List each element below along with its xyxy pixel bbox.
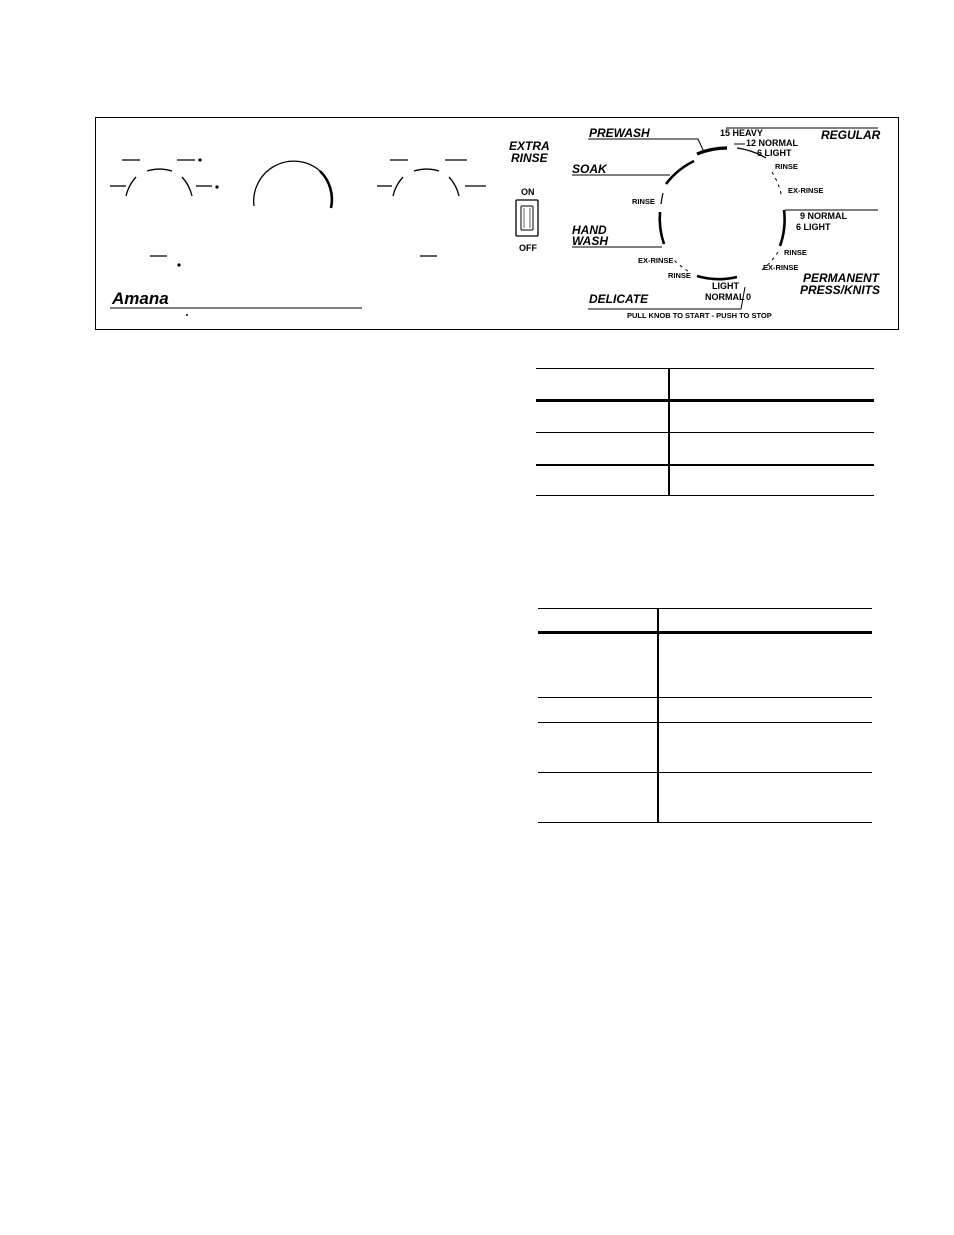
mark-6-light-top: 6 LIGHT: [757, 148, 792, 158]
indicator-dot: [198, 158, 201, 161]
table-1-rule: [536, 432, 874, 433]
cycle-delicate: DELICATE: [589, 292, 649, 306]
timer-instruction: PULL KNOB TO START - PUSH TO STOP: [627, 311, 772, 320]
speed-knob[interactable]: [377, 160, 486, 256]
extra-rinse-on-label: ON: [521, 187, 535, 197]
table-2-rule: [538, 772, 872, 773]
table-2-rule: [538, 822, 872, 823]
mark-rinse-right: RINSE: [784, 248, 807, 257]
extra-rinse-title: EXTRA: [509, 139, 550, 153]
cycle-soak: SOAK: [572, 162, 607, 176]
table-2-rule: [538, 722, 872, 723]
temperature-knob[interactable]: [254, 161, 332, 208]
mark-ex-rinse-bottom-right: EX-RINSE: [763, 263, 799, 272]
cycle-permanent-press-2: PRESS/KNITS: [800, 283, 881, 297]
mark-rinse-top: RINSE: [775, 162, 798, 171]
brand-logo: Amana: [112, 289, 169, 308]
table-2-rule: [538, 608, 872, 609]
mark-ex-rinse-left: EX-RINSE: [638, 256, 674, 265]
table-1-rule: [536, 368, 874, 369]
mark-ex-rinse-right: EX-RINSE: [788, 186, 824, 195]
mark-light-bottom: LIGHT: [712, 281, 739, 291]
mark-zero: 0: [746, 292, 752, 302]
mark-rinse-bottom-left: RINSE: [668, 271, 691, 280]
indicator-dot: [186, 314, 188, 316]
indicator-dot: [215, 185, 218, 188]
table-2-header-rule: [538, 631, 872, 634]
mark-9-normal: 9 NORMAL: [800, 211, 847, 221]
table-1-header-rule: [536, 399, 874, 402]
table-1-rule: [536, 464, 874, 466]
water-level-knob[interactable]: [110, 160, 212, 256]
cycle-hand-wash: HAND: [572, 223, 607, 237]
mark-6-light-right: 6 LIGHT: [796, 222, 831, 232]
mark-12-normal: 12 NORMAL: [746, 138, 799, 148]
table-1-rule: [536, 495, 874, 496]
cycle-hand-wash-2: WASH: [572, 234, 608, 248]
timer-dial[interactable]: [660, 148, 785, 279]
cycle-prewash: PREWASH: [589, 126, 650, 140]
extra-rinse-title-2: RINSE: [511, 151, 548, 165]
indicator-dot: [177, 263, 180, 266]
table-2-rule: [538, 697, 872, 698]
cycle-regular: REGULAR: [821, 128, 881, 142]
table-1-column-rule: [668, 368, 670, 496]
cycle-permanent-press: PERMANENT: [803, 271, 880, 285]
mark-normal-bottom: NORMAL: [705, 292, 745, 302]
table-2-column-rule: [657, 608, 659, 823]
mark-rinse-left: RINSE: [632, 197, 655, 206]
extra-rinse-switch[interactable]: [516, 200, 538, 236]
mark-15-heavy: 15 HEAVY: [720, 128, 763, 138]
extra-rinse-off-label: OFF: [519, 243, 537, 253]
